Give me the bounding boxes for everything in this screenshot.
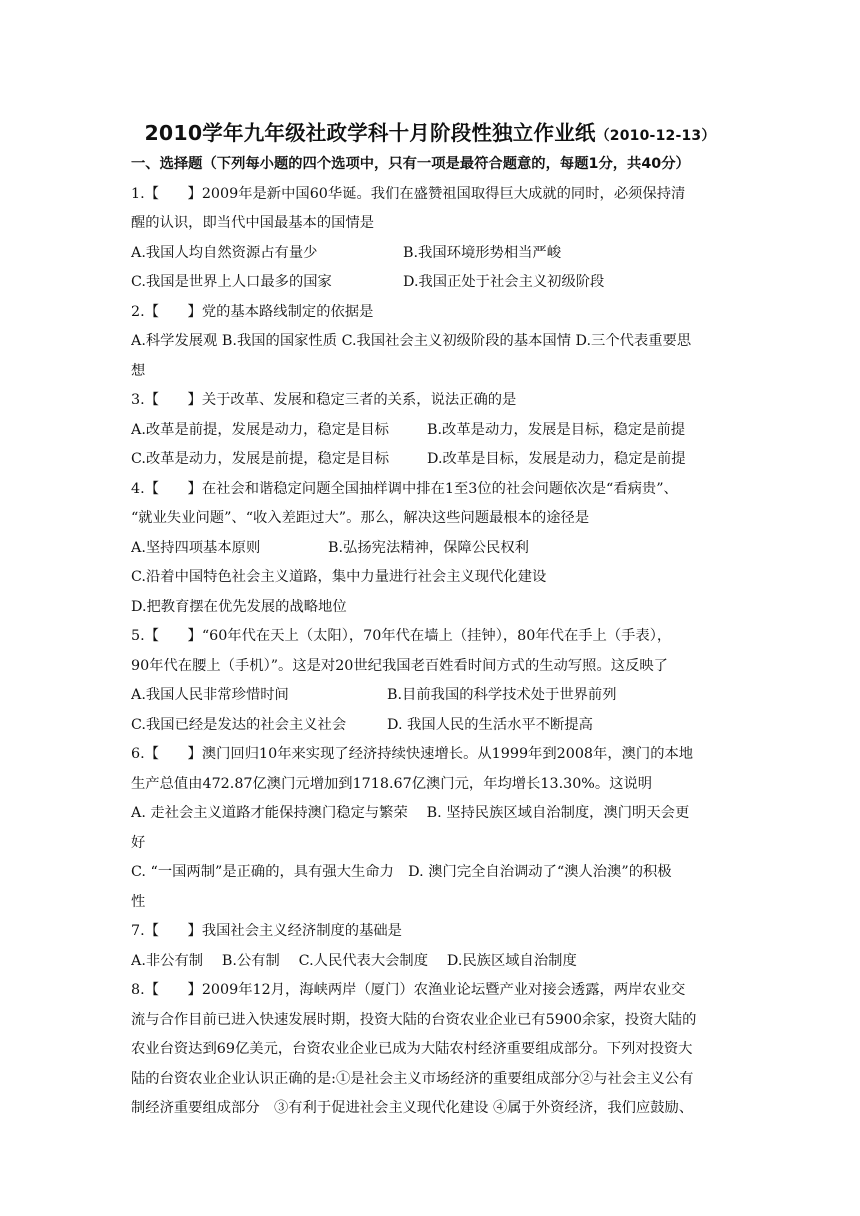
question-8-line-2: 流与合作目前已进入快速发展时期，投资大陆的台资农业企业已有5900余家，投资大陆的 [131, 1011, 697, 1028]
question-8-line-1: 8.【 】2009年12月，海峡两岸（厦门）农渔业论坛暨产业对接会透露，两岸农业交 [131, 982, 686, 998]
question-7-options: A.非公有制 B.公有制 C.人民代表大会制度 D.民族区域自治制度 [131, 952, 577, 969]
question-6-stem-line-2: 生产总值由472.87亿澳门元增加到1718.67亿澳门元，年均增长13.30%。这说明 [131, 775, 653, 792]
question-8-line-5: 制经济重要组成部分 ③有利于促进社会主义现代化建设 ④属于外资经济，我们应鼓励、 [131, 1100, 694, 1116]
option-a: A.我国人民非常珍惜时间 [131, 687, 289, 703]
question-4-stem-line-1: 4.【 】在社会和谐稳定问题全国抽样调中排在1至3位的社会问题依次是“看病贵”、 [131, 480, 678, 497]
question-8-line-4: 陆的台资农业企业认识正确的是:①是社会主义市场经济的重要组成部分②与社会主义公有 [131, 1070, 694, 1087]
question-6-options-ab-line-1: A. 走社会主义道路才能保持澳门稳定与繁荣 B. 坚持民族区域自治制度，澳门明天会更 [131, 805, 690, 821]
question-1-stem-line-1: 1.【 】2009年是新中国60华诞。我们在盛赞祖国取得巨大成就的同时，必须保持清 [131, 185, 686, 202]
question-4-option-d: D.把教育摆在优先发展的战略地位 [131, 598, 347, 615]
question-4-option-c: C.沿着中国特色社会主义道路，集中力量进行社会主义现代化建设 [131, 569, 547, 585]
option-b: B.我国环境形势相当严峻 [403, 244, 562, 261]
question-8-line-3: 农业台资达到69亿美元，台资农业企业已成为大陆农村经济重要组成部分。下列对投资大 [131, 1041, 693, 1057]
document-title [0, 116, 860, 146]
section-heading: 一、选择题（下列每小题的四个选项中，只有一项是最符合题意的，每题1分，共40分） [131, 156, 690, 172]
question-4-stem-line-2: “就业失业问题”、“收入差距过大”。那么，解决这些问题最根本的途径是 [131, 510, 590, 526]
option-d: D. 我国人民的生活水平不断提高 [387, 716, 593, 733]
question-2-options-line-2: 想 [131, 362, 146, 379]
option-c: C.我国是世界上人口最多的国家 [131, 274, 332, 290]
option-d: D.改革是目标，发展是动力，稳定是前提 [427, 451, 686, 467]
question-5-stem-line-1: 5.【 】“60年代在天上（太阳），70年代在墙上（挂钟），80年代在手上（手表）， [131, 628, 672, 644]
option-b: B.目前我国的科学技术处于世界前列 [387, 687, 617, 703]
document-body [131, 150, 731, 1124]
question-7-stem: 7.【 】我国社会主义经济制度的基础是 [131, 923, 402, 939]
question-4-options-ab [131, 534, 731, 564]
question-1-options-ab [131, 239, 731, 269]
question-6-stem-line-1: 6.【 】澳门回归10年来实现了经济持续快速增长。从1999年到2008年，澳门的本地 [131, 746, 694, 762]
question-1-stem-line-2: 醒的认识，即当代中国最基本的国情是 [131, 215, 375, 231]
question-3-options-cd [131, 445, 731, 475]
option-d: D.我国正处于社会主义初级阶段 [403, 274, 605, 290]
option-c: C.我国已经是发达的社会主义社会 [131, 716, 347, 733]
question-5-options-cd [131, 711, 731, 741]
option-a: A.坚持四项基本原则 [131, 539, 261, 556]
option-a: A.改革是前提，发展是动力，稳定是目标 [131, 421, 389, 438]
question-6-options-cd-line-2: 性 [131, 893, 146, 910]
option-b: B.弘扬宪法精神，保障公民权利 [328, 539, 529, 556]
option-c: C.改革是动力，发展是前提，稳定是目标 [131, 451, 390, 467]
question-3-stem: 3.【 】关于改革、发展和稳定三者的关系，说法正确的是 [131, 392, 517, 408]
question-5-options-ab [131, 681, 731, 711]
option-b: B.改革是动力，发展是目标，稳定是前提 [427, 421, 686, 438]
question-2-stem: 2.【 】党的基本路线制定的依据是 [131, 303, 374, 320]
question-1-options-cd [131, 268, 731, 298]
question-6-options-ab-line-2: 好 [131, 834, 146, 851]
title-date: （2010-12-13） [595, 128, 716, 144]
question-5-stem-line-2: 90年代在腰上（手机）”。这是对20世纪我国老百姓看时间方式的生动写照。这反映了 [131, 657, 668, 674]
question-2-options-line-1: A.科学发展观 B.我国的国家性质 C.我国社会主义初级阶段的基本国情 D.三个代表重要思 [131, 333, 692, 349]
question-3-options-ab [131, 416, 731, 446]
title-main: 2010学年九年级社政学科十月阶段性独立作业纸 [144, 121, 596, 145]
option-a: A.我国人均自然资源占有量少 [131, 244, 318, 261]
question-6-options-cd-line-1: C. “一国两制”是正确的，具有强大生命力 D. 澳门完全自治调动了“澳人治澳”的积极 [131, 864, 672, 880]
